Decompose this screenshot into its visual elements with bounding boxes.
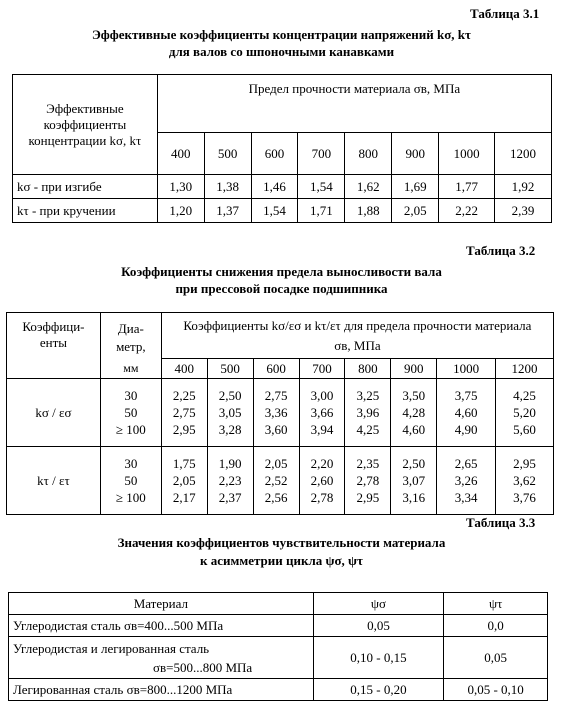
table1-limit: 1200: [495, 133, 552, 175]
table2-cell: 3,76: [513, 490, 536, 505]
table2-group: [7, 379, 554, 447]
table2-cell-stack: [161, 447, 207, 515]
table1-limit: 700: [298, 133, 345, 175]
table2-cell: 2,60: [310, 473, 334, 488]
table2-cell: 3,25: [356, 388, 380, 403]
table2-cell: 2,20: [310, 456, 334, 471]
table2-cell-stack: [391, 379, 437, 447]
table2-diameters: [100, 379, 161, 447]
table2-limit: 1200: [496, 359, 554, 379]
table3-title-line2: к асимметрии цикла ψσ, ψτ: [200, 553, 363, 568]
table2-cell-stack: [496, 379, 554, 447]
table2-limit: 400: [161, 359, 207, 379]
table1-cell: 2,22: [439, 199, 495, 223]
table3-header-psi-sigma: ψσ: [313, 593, 444, 615]
table2-cell: 2,17: [172, 490, 196, 505]
table2-col1: Коэффици-енты: [7, 313, 101, 379]
table1-limit: 600: [251, 133, 298, 175]
table1-limit: 400: [157, 133, 204, 175]
table2-cell: 1,90: [218, 456, 242, 471]
table2-limit: 1000: [437, 359, 496, 379]
table1-cell: 1,77: [439, 175, 495, 199]
table3-row1-material: [9, 637, 314, 679]
table2-diameter: 30: [124, 388, 138, 403]
table1-cell: 1,54: [251, 199, 298, 223]
table2-cell: 4,60: [454, 405, 478, 420]
table2-diameter: 30: [124, 456, 138, 471]
table2-cell: 3,75: [454, 388, 478, 403]
table2-cell-stack: [299, 379, 345, 447]
table2-limit: 800: [345, 359, 391, 379]
table1: [12, 74, 552, 223]
table2-group: [7, 447, 554, 515]
table2-cell: 3,28: [218, 422, 242, 437]
table3-row0-psi-sigma: 0,05: [313, 615, 444, 637]
table3-row2-psi-tau: 0,05 - 0,10: [444, 679, 548, 701]
table2-cell: 2,35: [356, 456, 380, 471]
table1-cell: 1,92: [495, 175, 552, 199]
table2-cell: 3,05: [218, 405, 242, 420]
table2-cell: 1,75: [172, 456, 196, 471]
table2-cell: 2,78: [310, 490, 334, 505]
table2-cell-stack: [496, 447, 554, 515]
table2-cell: 3,60: [264, 422, 288, 437]
table1-limit: 1000: [439, 133, 495, 175]
table2-label: Таблица 3.2: [466, 243, 536, 258]
table2-cell: 3,16: [402, 490, 426, 505]
table1-cell: 1,71: [298, 199, 345, 223]
table2-cell: 5,60: [513, 422, 536, 437]
table2-cell: 3,07: [402, 473, 426, 488]
table3-header-material: Материал: [9, 593, 314, 615]
table2-cell: 2,05: [172, 473, 196, 488]
table2-cell: 3,66: [310, 405, 334, 420]
table2-cell: 4,90: [454, 422, 478, 437]
table2-cell: 2,65: [454, 456, 478, 471]
table1-cell: 1,38: [204, 175, 251, 199]
table1-cell: 1,20: [157, 199, 204, 223]
table1-cell: 2,39: [495, 199, 552, 223]
table2-cell-stack: [253, 379, 299, 447]
table2-cell: 2,75: [172, 405, 196, 420]
table2-cell: 2,95: [513, 456, 536, 471]
table2-cell-stack: [253, 447, 299, 515]
table2-cell-stack: [207, 379, 253, 447]
table2-cell: 4,60: [402, 422, 426, 437]
table1-label: Таблица 3.1: [470, 6, 540, 21]
table2-cell-stack: [391, 447, 437, 515]
table2-cell-stack: [161, 379, 207, 447]
table3-row2-material: Легированная сталь σв=800...1200 МПа: [9, 679, 314, 701]
table3-row1-material-line2: σв=500...800 МПа: [153, 659, 253, 675]
table3-row1-psi-tau: 0,05: [444, 637, 548, 679]
table2-col2: Диа-метр,: [100, 313, 161, 359]
table2-cell: 3,34: [454, 490, 478, 505]
table2-cell: 4,25: [356, 422, 380, 437]
table2-cell: 3,62: [513, 473, 536, 488]
table1-limit: 900: [392, 133, 439, 175]
table1-header-span: Предел прочности материала σв, МПа: [157, 75, 551, 133]
table2-col2-unit: мм: [100, 359, 161, 379]
table1-cell: 1,37: [204, 199, 251, 223]
table2-cell-stack: [437, 379, 496, 447]
table2-diameter: 50: [124, 405, 138, 420]
table3-title-line1: Значения коэффициентов чувствительности материала: [117, 535, 446, 550]
table2-coef: kσ / εσ: [7, 379, 101, 447]
table1-header-col: Эффективные коэффициенты концентрации kσ, kτ: [13, 75, 158, 175]
table2-limit: 700: [299, 359, 345, 379]
table2-cell-stack: [345, 447, 391, 515]
table2-cell: 2,75: [264, 388, 288, 403]
table1-row-label: kσ - при изгибе: [13, 175, 158, 199]
table2-cell: 2,50: [402, 456, 426, 471]
table2-cell-stack: [437, 447, 496, 515]
table2-cell: 4,25: [513, 388, 536, 403]
table3-row0-psi-tau: 0,0: [444, 615, 548, 637]
table2-cell-stack: [345, 379, 391, 447]
table3-row1-psi-sigma: 0,10 - 0,15: [313, 637, 444, 679]
table1-cell: 1,54: [298, 175, 345, 199]
table2-title-line1: Коэффициенты снижения предела выносливости вала: [121, 264, 442, 279]
table2-cell: 3,36: [264, 405, 288, 420]
table2-cell: 2,50: [218, 388, 242, 403]
table2-cell: 3,96: [356, 405, 380, 420]
table2-limit: 900: [391, 359, 437, 379]
table2-limit: 600: [253, 359, 299, 379]
table2-cell: 3,00: [310, 388, 334, 403]
table1-limit: 500: [204, 133, 251, 175]
table2-limit: 500: [207, 359, 253, 379]
table2-cell: 2,78: [356, 473, 380, 488]
table2-cell: 5,20: [513, 405, 536, 420]
table2-cell: 3,26: [454, 473, 478, 488]
table2-header-span: Коэффициенты kσ/εσ и kτ/ετ для предела прочности материала σв, МПа: [161, 313, 553, 359]
table2-cell: 2,37: [218, 490, 242, 505]
table2-diameter: ≥ 100: [115, 490, 146, 505]
table2-diameter: ≥ 100: [115, 422, 146, 437]
table2-cell: 2,52: [264, 473, 288, 488]
table1-cell: 2,05: [392, 199, 439, 223]
table2-cell: 2,05: [264, 456, 288, 471]
table2-cell: 4,28: [402, 405, 426, 420]
table1-title-line1: Эффективные коэффициенты концентрации напряжений kσ, kτ: [91, 27, 472, 42]
table1-row-label: kτ - при кручении: [13, 199, 158, 223]
table2-cell: 3,50: [402, 388, 426, 403]
table3-row0-material: Углеродистая сталь σв=400...500 МПа: [9, 615, 314, 637]
table3-label: Таблица 3.3: [466, 515, 536, 530]
table1-cell: 1,69: [392, 175, 439, 199]
table2-diameters: [100, 447, 161, 515]
table3-header-psi-tau: ψτ: [444, 593, 548, 615]
table3-row1-material-line1: Углеродистая и легированная сталь: [13, 640, 210, 656]
table1-cell: 1,30: [157, 175, 204, 199]
table2-diameter: 50: [124, 473, 138, 488]
table1-title-line2: для валов со шпоночными канавками: [168, 44, 395, 59]
table2-cell: 2,95: [172, 422, 196, 437]
table2-cell-stack: [299, 447, 345, 515]
table2-cell: 2,95: [356, 490, 380, 505]
table2-coef: kτ / ετ: [7, 447, 101, 515]
table1-cell: 1,62: [345, 175, 392, 199]
table2-cell: 2,23: [218, 473, 242, 488]
table2-cell: 3,94: [310, 422, 334, 437]
table2: [6, 312, 554, 515]
table1-limit: 800: [345, 133, 392, 175]
table3-row2-psi-sigma: 0,15 - 0,20: [313, 679, 444, 701]
table2-cell: 2,56: [264, 490, 288, 505]
table2-cell-stack: [207, 447, 253, 515]
table2-title-line2: при прессовой посадке подшипника: [175, 281, 388, 296]
table1-cell: 1,88: [345, 199, 392, 223]
table1-cell: 1,46: [251, 175, 298, 199]
table3: [8, 592, 548, 701]
table2-cell: 2,25: [172, 388, 196, 403]
